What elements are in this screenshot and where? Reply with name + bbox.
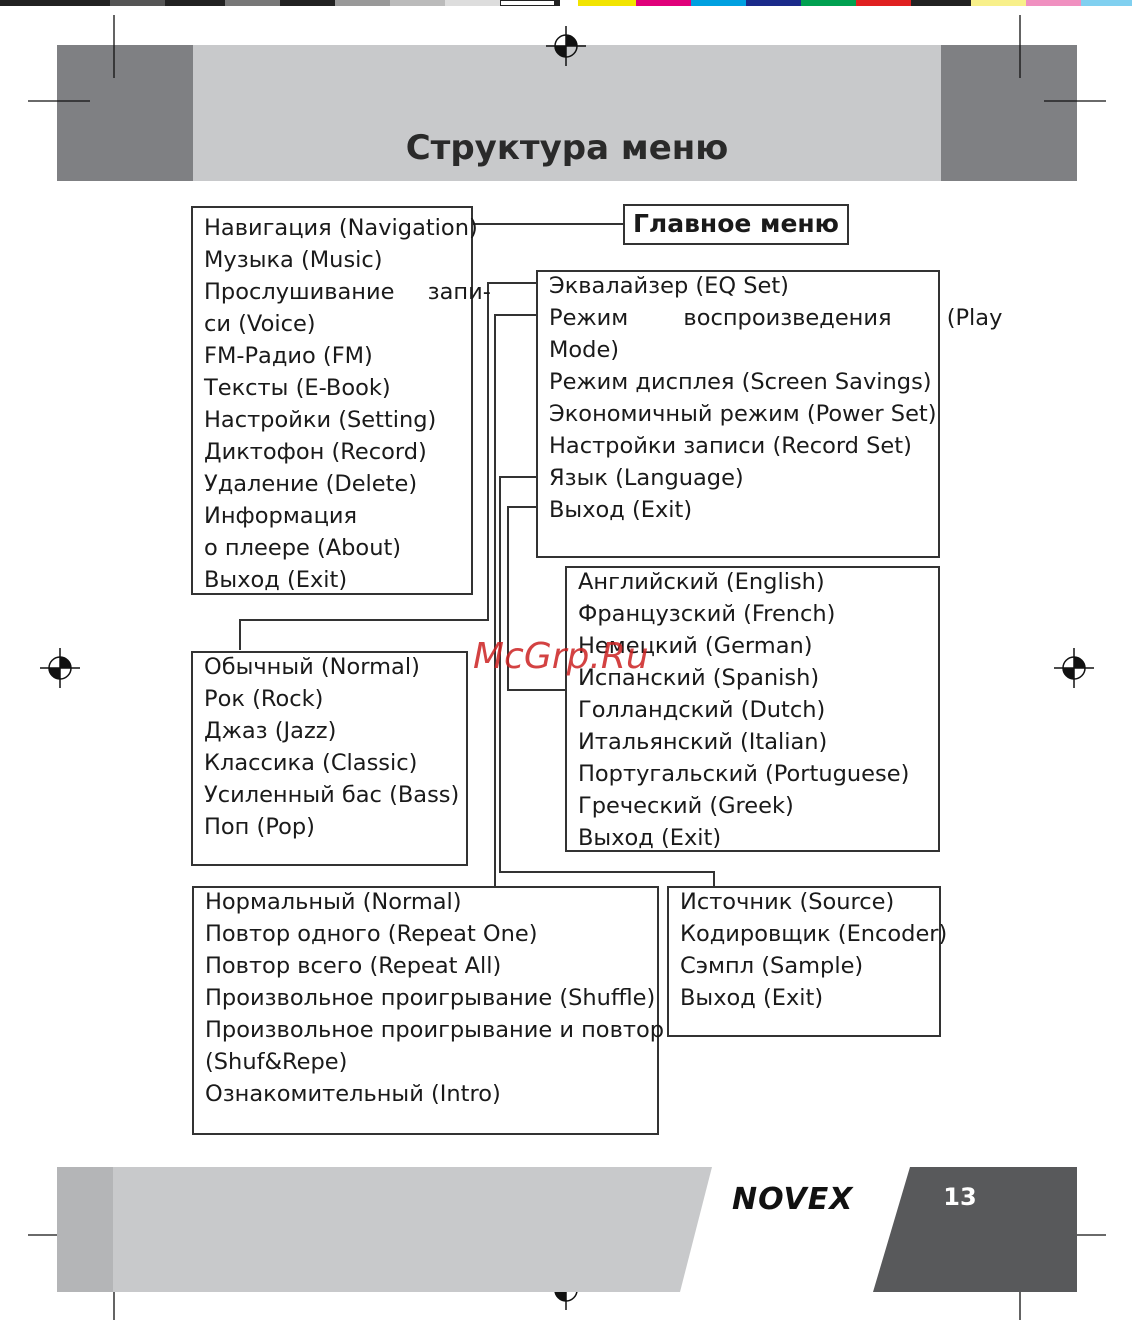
list-item: Эквалайзер (EQ Set) (549, 273, 789, 299)
list-item: Тексты (E-Book) (204, 375, 391, 401)
list-item: Режим воспроизведения (Play (549, 305, 1003, 331)
list-item: Итальянский (Italian) (578, 729, 828, 755)
list-item: Рок (Rock) (204, 686, 324, 712)
list-item: Нормальный (Normal) (205, 889, 462, 915)
list-item: FM-Радио (FM) (204, 343, 373, 369)
list-item: Греческий (Greek) (578, 793, 794, 819)
page-number: 13 (943, 1183, 977, 1211)
list-item: Испанский (Spanish) (578, 665, 820, 691)
list-item: Обычный (Normal) (204, 654, 420, 680)
list-item: Усиленный бас (Bass) (204, 782, 460, 808)
list-item: си (Voice) (204, 311, 316, 337)
list-item: о плеере (About) (204, 535, 402, 561)
page-title: Структура меню (405, 128, 729, 168)
list-item: Произвольное проигрывание и повтор (205, 1017, 664, 1043)
list-item: Выход (Exit) (578, 825, 722, 851)
list-item: (Shuf&Repe) (205, 1049, 348, 1075)
list-item: Голландский (Dutch) (578, 697, 826, 723)
list-item: Английский (English) (578, 569, 825, 595)
list-item: Ознакомительный (Intro) (205, 1081, 501, 1107)
list-item: Джаз (Jazz) (204, 718, 337, 744)
list-item: Настройки (Setting) (204, 407, 437, 433)
list-item: Французский (French) (578, 601, 836, 627)
list-item: Поп (Pop) (204, 814, 315, 840)
brand-logo: NOVEX (732, 1182, 854, 1217)
list-item: Произвольное проигрывание (Shuffle) (205, 985, 656, 1011)
list-item: Режим дисплея (Screen Savings) (549, 369, 932, 395)
list-item: Повтор одного (Repeat One) (205, 921, 538, 947)
main-menu-label: Главное меню (623, 204, 849, 245)
list-item: Прослушивание запи- (204, 279, 491, 305)
list-item: Выход (Exit) (549, 497, 693, 523)
list-item: Кодировщик (Encoder) (680, 921, 948, 947)
list-item: Выход (Exit) (204, 567, 348, 593)
list-item: Диктофон (Record) (204, 439, 427, 465)
list-item: Источник (Source) (680, 889, 895, 915)
list-item: Язык (Language) (549, 465, 744, 491)
watermark-text: McGrp.Ru (473, 636, 649, 677)
list-item: Навигация (Navigation) (204, 215, 478, 241)
list-item: Информация (204, 503, 358, 529)
list-item: Португальский (Portuguese) (578, 761, 910, 787)
list-item: Повтор всего (Repeat All) (205, 953, 502, 979)
list-item: Классика (Classic) (204, 750, 418, 776)
list-item: Удаление (Delete) (204, 471, 418, 497)
list-item: Музыка (Music) (204, 247, 383, 273)
list-item: Немецкий (German) (578, 633, 813, 659)
list-item: Экономичный режим (Power Set) (549, 401, 937, 427)
list-item: Выход (Exit) (680, 985, 824, 1011)
list-item: Mode) (549, 337, 620, 363)
list-item: Настройки записи (Record Set) (549, 433, 912, 459)
list-item: Сэмпл (Sample) (680, 953, 864, 979)
